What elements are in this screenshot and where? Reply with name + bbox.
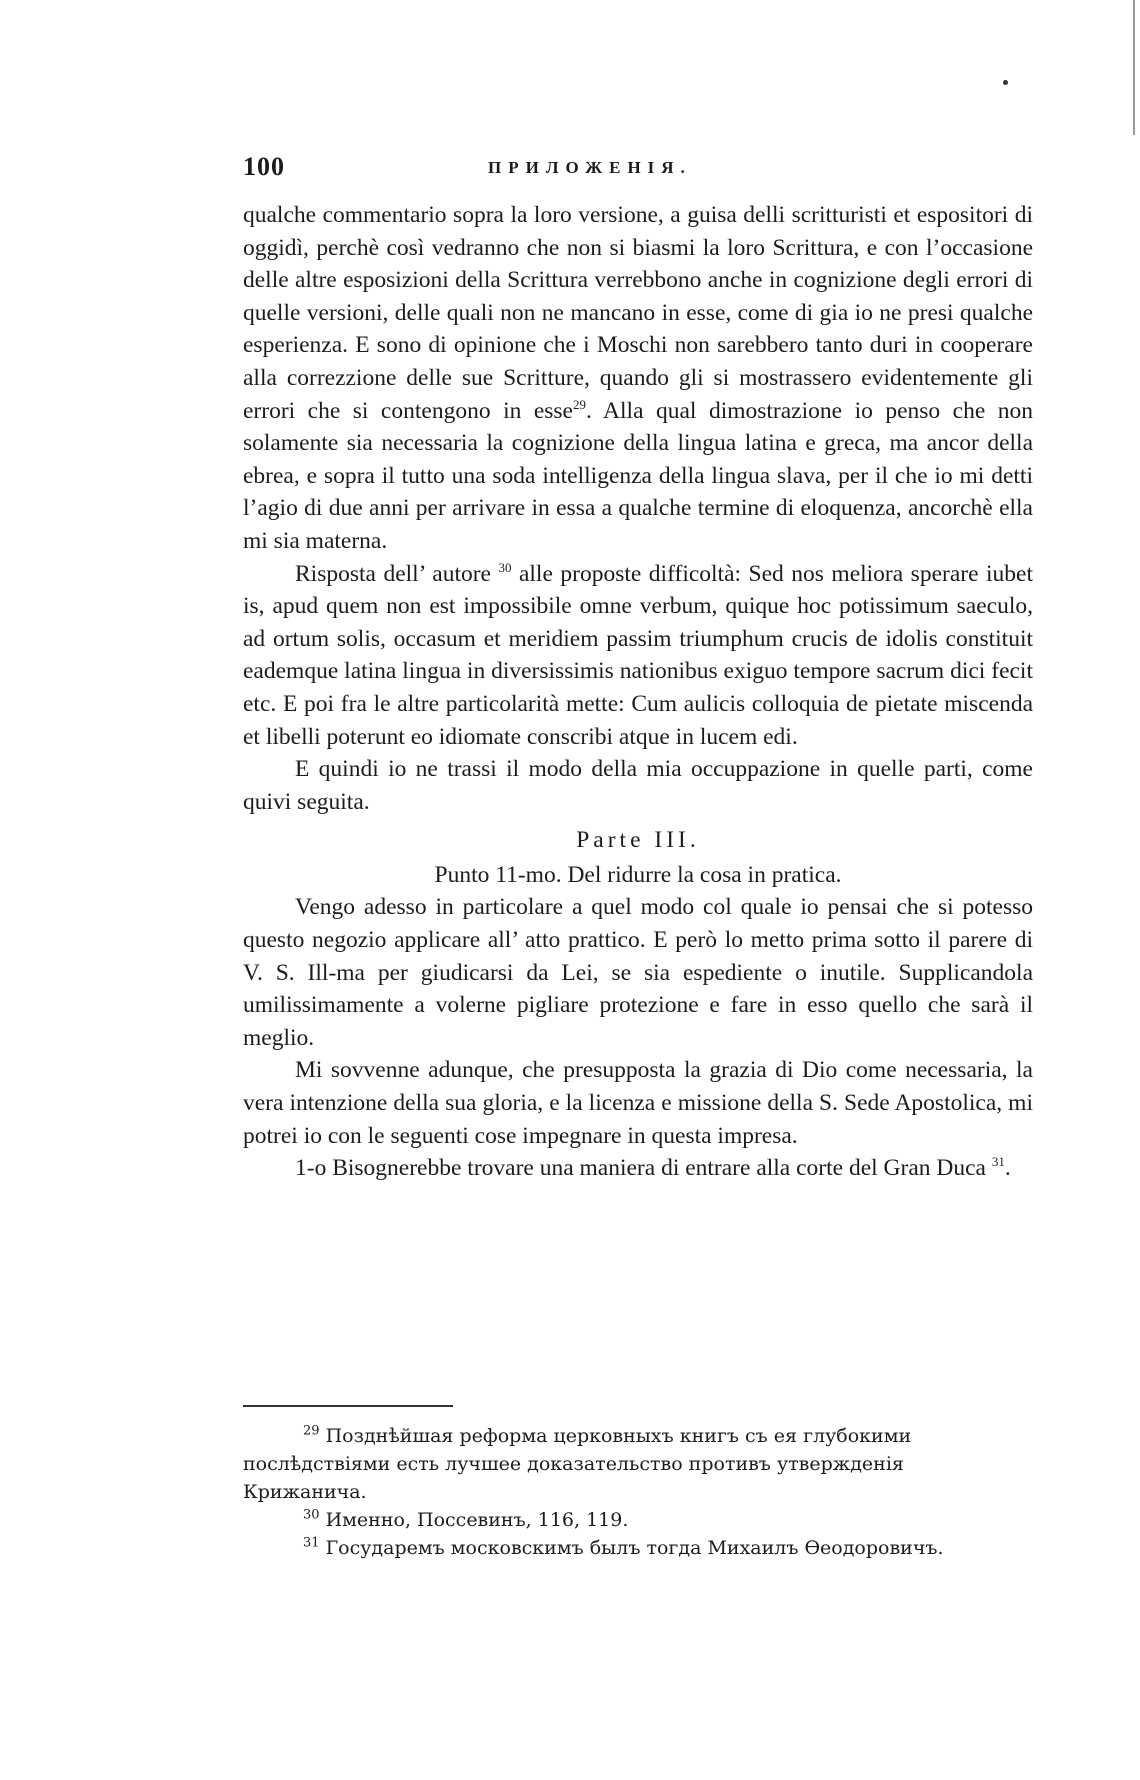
paragraph-6-text: 1-o Bisognerebbe trovare una maniera di entrare alla corte del Gran Duca — [295, 1155, 986, 1182]
footnote-number: 29 — [303, 1423, 320, 1439]
page-number: 100 — [243, 152, 285, 181]
paragraph-2-head: Risposta dell’ autore — [295, 560, 491, 587]
main-text — [243, 199, 1033, 1185]
paragraph-1-text: qualche commentario sopra la loro versione, a guisa delli scritturisti et espositori di oggidì, perchè così vedranno che non si biasmi la loro Scrittura, e con l’occasione delle altre esposizioni della Scrittura verrebbono anche in cognizione degli errori di quelle versioni, delle quali non ne mancano in esse, come di gia io ne presi qualche esperienza. E sono di opinione che i Moschi non sarebbero tanto duri in cooperare alla correzzione delle sue Scritture, quando gli si mostrassero evidentemente gli errori che si contengono in esse — [243, 202, 1033, 424]
running-title: ПРИЛОЖЕНІЯ. — [488, 158, 692, 177]
paragraph-6-tail: . — [1004, 1155, 1011, 1182]
paragraph-6 — [243, 1152, 1033, 1185]
paragraph-1 — [243, 199, 1033, 558]
paragraph-1-tail: . Alla qual dimostrazione io penso che non solamente sia necessaria la cognizione della lingua latina e greca, ma ancor della ebrea, e sopra il tutto una soda intelligenza della lingua slava, per il che io mi detti l’agio di due anni per arrivare in essa a qualche termine di eloquenza, ancorchè ella mi sia materna. — [243, 397, 1033, 554]
footnote-ref-30: 30 — [498, 559, 512, 575]
paragraph-4: Vengo adesso in particolare a quel modo col quale io pensai che si potesso questo negozio applicare all’ atto prattico. E però lo metto prima sotto il parere di V. S. Ill-ma per giudicarsi da Lei, se sia espediente o inutile. Supplicandola umilissimamente a volerne pigliare protezione e fare in esso quello che sarà il meglio. — [243, 894, 1033, 1051]
footnote-text: Государемъ московскимъ былъ тогда Михаилъ Ѳеодоровичъ. — [319, 1537, 944, 1559]
footnote-divider — [243, 1405, 453, 1407]
footnote-30 — [243, 1506, 1033, 1534]
scan-edge-rule — [1133, 0, 1135, 135]
footnote-ref-29: 29 — [572, 396, 586, 412]
part-heading: Parte III. — [576, 827, 700, 854]
footnote-number: 31 — [303, 1535, 320, 1551]
paragraph-5: Mi sovvenne adunque, che presupposta la grazia di Dio come necessaria, la vera intenzione della sua gloria, e la licenza e missione della S. Sede Apostolica, mi potrei io con le seguenti cose impegnare in questa impresa. — [243, 1057, 1033, 1149]
page-header — [243, 152, 1033, 186]
paragraph-2-text: alle proposte difficoltà: Sed nos meliora sperare iubet is, apud quem non est impossibile omne verbum, quique hoc potissimum saeculo, ad ortum solis, occasum et meridiem passim triumphum crucis de idolis constituit eademque latina lingua in diversissimis nationibus exiguo tempore sacrum dici fecit etc. E poi fra le altre particolarità mette: Cum aulicis colloquia de pietate miscenda et libelli poterunt eo idiomate conscribi atque in lucem edi. — [243, 560, 1034, 750]
paragraph-2 — [243, 558, 1033, 754]
footnote-number: 30 — [303, 1507, 320, 1523]
ink-speck — [1003, 80, 1008, 85]
footnote-ref-31: 31 — [991, 1154, 1005, 1170]
footnote-text: Именно, Поссевинъ, 116, 119. — [319, 1509, 629, 1531]
footnote-31 — [243, 1534, 1033, 1562]
footnotes — [243, 1422, 1033, 1562]
paragraph-3: E quindi io ne trassi il modo della mia occuppazione in quelle parti, come quivi seguita. — [243, 756, 1033, 815]
point-heading: Punto 11-mo. Del ridurre la cosa in pratica. — [434, 861, 842, 888]
footnote-29 — [243, 1422, 1033, 1506]
footnote-text: Позднѣйшая реформа церковныхъ книгъ съ ея глубокими послѣдствіями есть лучшее доказательство противъ утвержденія Крижанича. — [243, 1425, 912, 1503]
